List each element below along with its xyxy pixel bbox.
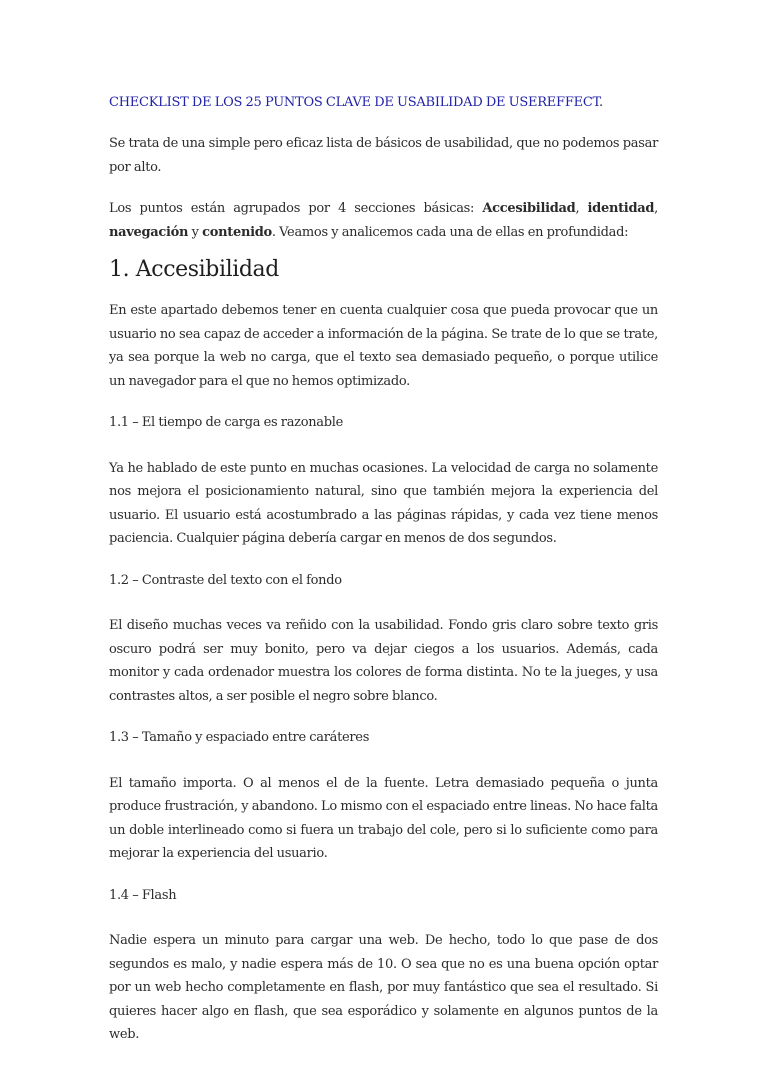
section-heading: 1. Accesibilidad [109,257,279,282]
document-title [109,92,658,114]
item-title: 1.2 – Contraste del texto con el fondo [109,572,342,588]
item-title: 1.1 – El tiempo de carga es razonable [109,415,344,430]
sections-sep-3: y [188,224,203,240]
keyword-accesibilidad: Accesibilidad [482,201,576,216]
intro-paragraph: Se trata de una simple pero eficaz lista de básicos de usabilidad, que no podemos pasar por alto. [109,136,658,175]
keyword-contenido: contenido [202,224,272,240]
sections-sep-2: , [654,201,658,216]
item-title: 1.3 – Tamaño y espaciado entre caráteres [109,730,370,745]
item-body: Ya he hablado de este punto en muchas ocasiones. La velocidad de carga no solamente nos mejora el posicionamiento natural, sino que también mejora la experiencia del usuario. El usuario está acostumbrado a las páginas rápidas, y cada vez tiene menos paciencia. Cualquier página debería cargar en menos de dos segundos. [109,460,658,546]
sections-sep-1: , [575,201,588,216]
item-body: El diseño muchas veces va reñido con la usabilidad. Fondo gris claro sobre texto gris oscuro podrá ser muy bonito, pero va dejar ciegos a los usuarios. Además, cada monitor y cada ordenador muestra los colores de forma distinta. No te la jueges, y usa contrastes altos, a ser posible el negro sobre blanco. [109,618,658,704]
section-intro: En este apartado debemos tener en cuenta cualquier cosa que pueda provocar que un usuario no sea capaz de acceder a información de la página. Se trate de lo que se trate, ya sea porque la web no carga, que el texto sea demasiado pequeño, o porque utilice un navegador para el que no hemos optimizado. [109,303,658,389]
sections-text-1: Los puntos están agrupados por 4 secciones básicas: [109,201,483,216]
sections-paragraph [109,197,658,244]
item-body: Nadie espera un minuto para cargar una web. De hecho, todo lo que pase de dos segundos es malo, y nadie espera más de 10. O sea que no es una buena opción optar por un web hecho completamente en flash, por muy fantástico que sea el resultado. Si quieres hacer algo en flash, que sea esporádico y solamente en algunos puntos de la web. [109,933,658,1042]
title-period: . [599,95,603,110]
item-title: 1.4 – Flash [109,887,177,903]
item-body: El tamaño importa. O al menos el de la fuente. Letra demasiado pequeña o junta produce frustración, y abandono. Lo mismo con el espaciado entre lineas. No hace falta un doble interlineado como si fuera un trabajo del cole, pero si lo suficiente como para mejorar la experiencia del usuario. [109,775,658,861]
sections-text-2: . Veamos y analicemos cada una de ellas en profundidad: [271,224,629,240]
keyword-navegacion: navegación [109,224,189,240]
keyword-identidad: identidad [587,201,655,216]
document-page [109,92,658,1065]
title-link[interactable]: CHECKLIST DE LOS 25 PUNTOS CLAVE DE USABILIDAD DE USEREFFECT [109,95,600,110]
